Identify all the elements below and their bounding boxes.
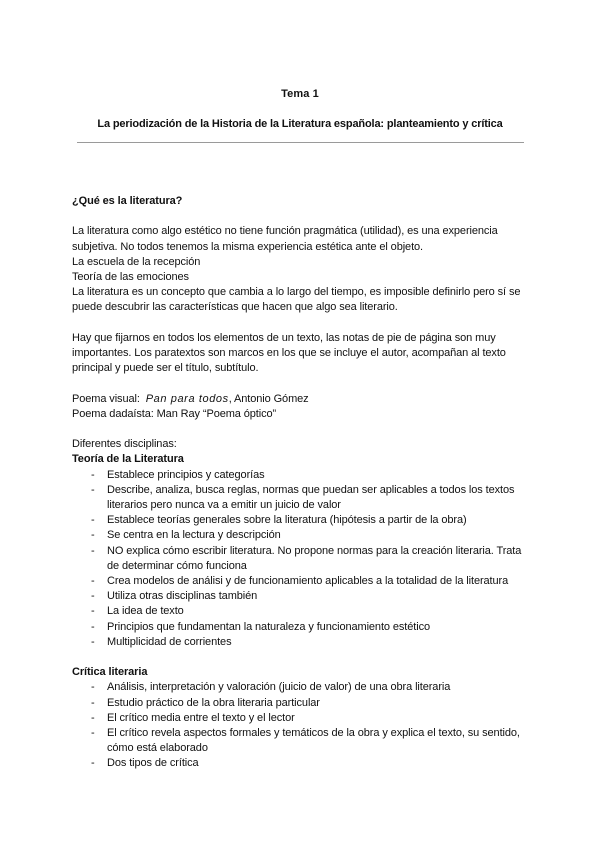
list-item <box>72 589 532 604</box>
spacer <box>72 316 532 331</box>
line-disciplinas: Diferentes disciplinas: <box>72 438 177 451</box>
list-item <box>72 574 532 589</box>
list-item <box>72 635 532 650</box>
document-body <box>72 194 532 772</box>
list-item-text: Se centra en la lectura y descripción <box>107 529 281 542</box>
poema-visual-author: , Antonio Gómez <box>228 392 309 405</box>
line-escuela-recepcion: La escuela de la recepción <box>72 255 201 268</box>
list-item-text: El crítico media entre el texto y el lector <box>107 711 295 724</box>
topic-number: Tema 1 <box>281 88 319 100</box>
spacer <box>72 650 532 665</box>
list-item <box>72 468 532 483</box>
section-heading-literatura: ¿Qué es la literatura? <box>72 195 183 207</box>
spacer <box>72 376 532 391</box>
list-item <box>72 604 532 619</box>
spacer <box>72 209 532 224</box>
dash-marker: - <box>91 483 95 496</box>
line-poema-visual <box>72 392 532 407</box>
dash-marker: - <box>91 681 95 694</box>
list-item-text: Estudio práctico de la obra literaria particular <box>107 696 320 709</box>
list-item-text: Crea modelos de análisi y de funcionamiento aplicables a la totalidad de la literatura <box>107 575 509 588</box>
dash-marker: - <box>91 727 95 740</box>
document-title: La periodización de la Historia de la Literatura española: planteamiento y crítica <box>97 118 503 130</box>
paragraph-paratextos: Hay que fijarnos en todos los elementos de un texto, las notas de pie de página son muy importantes. Los paratextos son marcos en los que se incluye el autor, acompañan al texto principal y puede ser el título, subtítulo. <box>72 331 506 375</box>
dash-marker: - <box>91 757 95 770</box>
dash-marker: - <box>91 696 95 709</box>
dash-marker: - <box>91 711 95 724</box>
dash-marker: - <box>91 575 95 588</box>
list-item-text: El crítico revela aspectos formales y temáticos de la obra y explica el texto, su sentido, cómo está elaborado <box>107 727 520 755</box>
dash-marker: - <box>91 468 95 481</box>
list-item-text: NO explica cómo escribir literatura. No propone normas para la creación literaria. Trata de determinar cómo funciona <box>107 544 522 572</box>
dash-marker: - <box>91 620 95 633</box>
dash-marker: - <box>91 590 95 603</box>
section-heading-critica: Crítica literaria <box>72 666 148 679</box>
list-item <box>72 680 532 695</box>
list-item-text: Utiliza otras disciplinas también <box>107 590 258 603</box>
spacer <box>72 422 532 437</box>
paragraph-estetica: La literatura como algo estético no tiene función pragmática (utilidad), es una experiencia subjetiva. No todos tenemos la misma experiencia estética ante el objeto. <box>72 225 498 253</box>
list-item-text: Principios que fundamentan la naturaleza y funcionamiento estético <box>107 620 430 633</box>
list-item <box>72 544 532 574</box>
list-item <box>72 528 532 543</box>
list-item-text: Describe, analiza, busca reglas, normas que puedan ser aplicables a todos los textos literarios pero nunca va a emitir un juicio de valor <box>107 483 515 511</box>
list-item-text: Multiplicidad de corrientes <box>107 635 232 648</box>
dash-marker: - <box>91 514 95 527</box>
poema-visual-title: Pan para todos <box>145 392 229 405</box>
dash-marker: - <box>91 635 95 648</box>
list-item <box>72 696 532 711</box>
list-item <box>72 483 532 513</box>
list-item-text: Dos tipos de crítica <box>107 757 199 770</box>
dash-marker: - <box>91 529 95 542</box>
title-divider <box>77 142 524 143</box>
list-item-text: Establece principios y categorías <box>107 468 265 481</box>
paragraph-concepto: La literatura es un concepto que cambia a lo largo del tiempo, es imposible definirlo pero sí se puede descubrir las características que hacen que algo sea literario. <box>72 286 521 314</box>
section-heading-teoria: Teoría de la Literatura <box>72 453 184 466</box>
list-item-text: La idea de texto <box>107 605 184 618</box>
list-item <box>72 620 532 635</box>
list-item <box>72 756 532 771</box>
line-poema-dadaista: Poema dadaísta: Man Ray “Poema óptico” <box>72 407 277 420</box>
line-teoria-emociones: Teoría de las emociones <box>72 271 189 283</box>
list-item <box>72 711 532 726</box>
dash-marker: - <box>91 544 95 557</box>
teoria-list <box>72 468 532 650</box>
critica-list <box>72 680 532 771</box>
dash-marker: - <box>91 605 95 618</box>
list-item-text: Análisis, interpretación y valoración (juicio de valor) de una obra literaria <box>107 681 451 694</box>
list-item-text: Establece teorías generales sobre la literatura (hipótesis a partir de la obra) <box>107 514 467 527</box>
list-item <box>72 726 532 756</box>
list-item <box>72 513 532 528</box>
poema-visual-label: Poema visual: <box>72 392 140 405</box>
